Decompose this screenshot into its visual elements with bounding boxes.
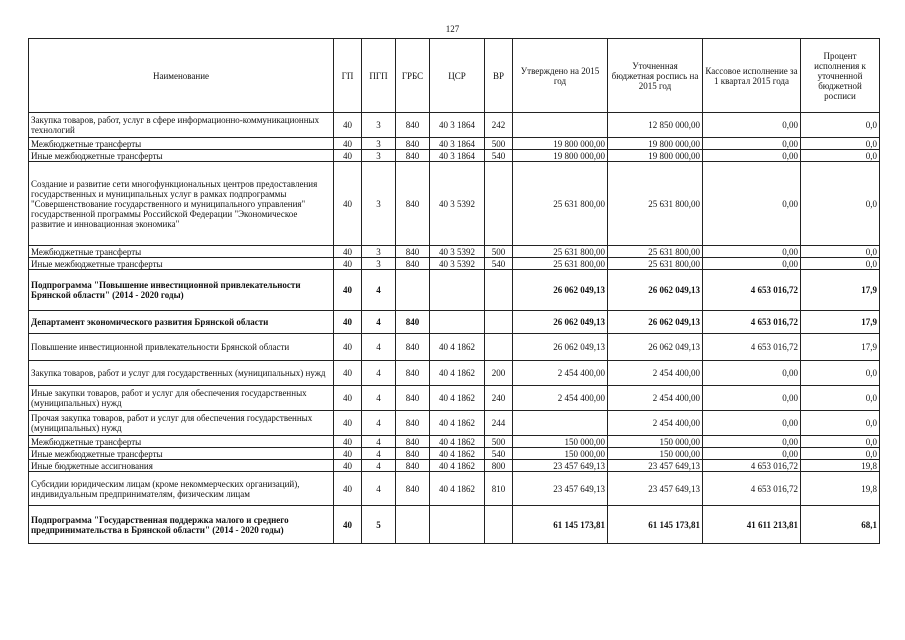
cell-approved: 25 631 800,00 bbox=[513, 246, 608, 258]
header-cash: Кассовое исполнение за 1 квартал 2015 года bbox=[703, 39, 801, 113]
cell-approved: 2 454 400,00 bbox=[513, 386, 608, 411]
cell-vr bbox=[485, 270, 513, 311]
cell-vr: 500 bbox=[485, 436, 513, 448]
header-refined: Уточненная бюджетная роспись на 2015 год bbox=[608, 39, 703, 113]
table-row bbox=[29, 138, 880, 150]
cell-gp: 40 bbox=[334, 258, 362, 270]
cell-grbs: 840 bbox=[396, 436, 430, 448]
cell-gp: 40 bbox=[334, 311, 362, 334]
cell-approved bbox=[513, 411, 608, 436]
cell-grbs: 840 bbox=[396, 258, 430, 270]
cell-name: Иные межбюджетные трансферты bbox=[29, 448, 334, 460]
cell-approved: 25 631 800,00 bbox=[513, 162, 608, 246]
cell-vr: 242 bbox=[485, 113, 513, 138]
cell-gp: 40 bbox=[334, 448, 362, 460]
cell-refined: 61 145 173,81 bbox=[608, 506, 703, 544]
cell-percent: 19,8 bbox=[801, 460, 880, 472]
header-approved: Утверждено на 2015 год bbox=[513, 39, 608, 113]
cell-pgp: 4 bbox=[362, 386, 396, 411]
header-name: Наименование bbox=[29, 39, 334, 113]
cell-vr: 540 bbox=[485, 448, 513, 460]
cell-gp: 40 bbox=[334, 436, 362, 448]
cell-csr: 40 4 1862 bbox=[430, 460, 485, 472]
cell-percent: 0,0 bbox=[801, 386, 880, 411]
cell-name: Субсидии юридическим лицам (кроме некоммерческих организаций), индивидуальным предпринимателям, физическим лицам bbox=[29, 472, 334, 506]
cell-grbs: 840 bbox=[396, 411, 430, 436]
table-row bbox=[29, 150, 880, 162]
cell-pgp: 4 bbox=[362, 436, 396, 448]
cell-refined: 25 631 800,00 bbox=[608, 162, 703, 246]
cell-gp: 40 bbox=[334, 246, 362, 258]
cell-csr: 40 3 5392 bbox=[430, 246, 485, 258]
cell-pgp: 4 bbox=[362, 448, 396, 460]
cell-approved: 19 800 000,00 bbox=[513, 138, 608, 150]
cell-cash: 0,00 bbox=[703, 246, 801, 258]
cell-name: Межбюджетные трансферты bbox=[29, 138, 334, 150]
table-row bbox=[29, 472, 880, 506]
cell-refined: 26 062 049,13 bbox=[608, 270, 703, 311]
table-row bbox=[29, 411, 880, 436]
cell-vr bbox=[485, 334, 513, 361]
cell-refined: 19 800 000,00 bbox=[608, 150, 703, 162]
cell-name: Прочая закупка товаров, работ и услуг для обеспечения государственных (муниципальных) нужд bbox=[29, 411, 334, 436]
cell-percent: 0,0 bbox=[801, 361, 880, 386]
cell-pgp: 3 bbox=[362, 150, 396, 162]
table-row bbox=[29, 162, 880, 246]
cell-gp: 40 bbox=[334, 150, 362, 162]
cell-refined: 150 000,00 bbox=[608, 436, 703, 448]
cell-name: Иные межбюджетные трансферты bbox=[29, 150, 334, 162]
cell-csr: 40 4 1862 bbox=[430, 386, 485, 411]
cell-name: Повышение инвестиционной привлекательности Брянской области bbox=[29, 334, 334, 361]
cell-refined: 2 454 400,00 bbox=[608, 411, 703, 436]
cell-refined: 25 631 800,00 bbox=[608, 246, 703, 258]
table-row bbox=[29, 334, 880, 361]
cell-name: Межбюджетные трансферты bbox=[29, 246, 334, 258]
cell-csr: 40 3 5392 bbox=[430, 258, 485, 270]
cell-cash: 0,00 bbox=[703, 448, 801, 460]
cell-cash: 4 653 016,72 bbox=[703, 270, 801, 311]
cell-name: Иные межбюджетные трансферты bbox=[29, 258, 334, 270]
cell-refined: 2 454 400,00 bbox=[608, 361, 703, 386]
header-csr: ЦСР bbox=[430, 39, 485, 113]
header-grbs: ГРБС bbox=[396, 39, 430, 113]
cell-cash: 0,00 bbox=[703, 386, 801, 411]
cell-approved: 61 145 173,81 bbox=[513, 506, 608, 544]
table-row bbox=[29, 113, 880, 138]
cell-approved: 19 800 000,00 bbox=[513, 150, 608, 162]
cell-grbs: 840 bbox=[396, 113, 430, 138]
cell-cash: 0,00 bbox=[703, 162, 801, 246]
cell-name: Закупка товаров, работ и услуг для государственных (муниципальных) нужд bbox=[29, 361, 334, 386]
cell-cash: 0,00 bbox=[703, 258, 801, 270]
cell-pgp: 4 bbox=[362, 270, 396, 311]
cell-vr: 240 bbox=[485, 386, 513, 411]
cell-refined: 19 800 000,00 bbox=[608, 138, 703, 150]
cell-pgp: 4 bbox=[362, 311, 396, 334]
header-vr: ВР bbox=[485, 39, 513, 113]
cell-pgp: 5 bbox=[362, 506, 396, 544]
cell-percent: 17,9 bbox=[801, 334, 880, 361]
cell-percent: 0,0 bbox=[801, 258, 880, 270]
cell-name: Закупка товаров, работ, услуг в сфере информационно-коммуникационных технологий bbox=[29, 113, 334, 138]
cell-approved: 2 454 400,00 bbox=[513, 361, 608, 386]
cell-csr bbox=[430, 506, 485, 544]
cell-csr: 40 4 1862 bbox=[430, 448, 485, 460]
cell-refined: 12 850 000,00 bbox=[608, 113, 703, 138]
cell-gp: 40 bbox=[334, 506, 362, 544]
cell-refined: 26 062 049,13 bbox=[608, 334, 703, 361]
cell-gp: 40 bbox=[334, 361, 362, 386]
cell-gp: 40 bbox=[334, 113, 362, 138]
cell-grbs: 840 bbox=[396, 334, 430, 361]
cell-vr: 244 bbox=[485, 411, 513, 436]
cell-gp: 40 bbox=[334, 162, 362, 246]
cell-csr bbox=[430, 270, 485, 311]
cell-csr: 40 4 1862 bbox=[430, 361, 485, 386]
cell-csr: 40 4 1862 bbox=[430, 411, 485, 436]
cell-csr: 40 4 1862 bbox=[430, 436, 485, 448]
cell-vr: 500 bbox=[485, 138, 513, 150]
cell-vr: 800 bbox=[485, 460, 513, 472]
cell-percent: 17,9 bbox=[801, 270, 880, 311]
cell-percent: 0,0 bbox=[801, 150, 880, 162]
cell-csr: 40 4 1862 bbox=[430, 472, 485, 506]
cell-csr: 40 3 1864 bbox=[430, 113, 485, 138]
cell-pgp: 3 bbox=[362, 246, 396, 258]
cell-cash: 4 653 016,72 bbox=[703, 472, 801, 506]
cell-vr: 200 bbox=[485, 361, 513, 386]
cell-vr bbox=[485, 506, 513, 544]
cell-grbs: 840 bbox=[396, 448, 430, 460]
cell-grbs: 840 bbox=[396, 472, 430, 506]
cell-percent: 0,0 bbox=[801, 448, 880, 460]
cell-percent: 0,0 bbox=[801, 246, 880, 258]
cell-percent: 0,0 bbox=[801, 411, 880, 436]
cell-gp: 40 bbox=[334, 270, 362, 311]
cell-cash: 4 653 016,72 bbox=[703, 334, 801, 361]
page-number: 127 bbox=[445, 24, 460, 34]
cell-cash: 4 653 016,72 bbox=[703, 311, 801, 334]
cell-gp: 40 bbox=[334, 334, 362, 361]
cell-percent: 0,0 bbox=[801, 138, 880, 150]
cell-percent: 0,0 bbox=[801, 162, 880, 246]
cell-gp: 40 bbox=[334, 386, 362, 411]
cell-pgp: 3 bbox=[362, 138, 396, 150]
cell-percent: 68,1 bbox=[801, 506, 880, 544]
cell-vr bbox=[485, 311, 513, 334]
cell-csr: 40 3 5392 bbox=[430, 162, 485, 246]
table-row bbox=[29, 386, 880, 411]
cell-cash: 0,00 bbox=[703, 150, 801, 162]
cell-approved: 25 631 800,00 bbox=[513, 258, 608, 270]
cell-approved: 26 062 049,13 bbox=[513, 270, 608, 311]
cell-cash: 41 611 213,81 bbox=[703, 506, 801, 544]
cell-cash: 0,00 bbox=[703, 138, 801, 150]
cell-cash: 0,00 bbox=[703, 361, 801, 386]
cell-pgp: 4 bbox=[362, 460, 396, 472]
cell-grbs: 840 bbox=[396, 386, 430, 411]
cell-vr: 810 bbox=[485, 472, 513, 506]
cell-gp: 40 bbox=[334, 138, 362, 150]
cell-name: Подпрограмма "Повышение инвестиционной привлекательности Брянской области" (2014 - 2020 годы) bbox=[29, 270, 334, 311]
cell-refined: 26 062 049,13 bbox=[608, 311, 703, 334]
table-row bbox=[29, 436, 880, 448]
cell-csr: 40 3 1864 bbox=[430, 150, 485, 162]
cell-name: Иные бюджетные ассигнования bbox=[29, 460, 334, 472]
cell-approved: 150 000,00 bbox=[513, 448, 608, 460]
cell-name: Создание и развитие сети многофункциональных центров предоставления государственных и муниципальных услуг в рамках подпрограммы "Совершенствование государственного и муниципального управления" государственной программы Российской Федерации "Экономическое развитие и инновационная экономика" bbox=[29, 162, 334, 246]
cell-name: Департамент экономического развития Брянской области bbox=[29, 311, 334, 334]
cell-vr: 500 bbox=[485, 246, 513, 258]
cell-percent: 0,0 bbox=[801, 113, 880, 138]
cell-gp: 40 bbox=[334, 472, 362, 506]
table-row bbox=[29, 506, 880, 544]
cell-name: Межбюджетные трансферты bbox=[29, 436, 334, 448]
cell-grbs: 840 bbox=[396, 246, 430, 258]
cell-refined: 150 000,00 bbox=[608, 448, 703, 460]
budget-table bbox=[28, 38, 880, 544]
cell-percent: 17,9 bbox=[801, 311, 880, 334]
cell-refined: 25 631 800,00 bbox=[608, 258, 703, 270]
cell-grbs: 840 bbox=[396, 311, 430, 334]
cell-cash: 0,00 bbox=[703, 411, 801, 436]
cell-csr: 40 4 1862 bbox=[430, 334, 485, 361]
cell-approved: 23 457 649,13 bbox=[513, 472, 608, 506]
cell-csr: 40 3 1864 bbox=[430, 138, 485, 150]
cell-vr: 540 bbox=[485, 258, 513, 270]
cell-approved bbox=[513, 113, 608, 138]
table-row bbox=[29, 246, 880, 258]
cell-pgp: 4 bbox=[362, 334, 396, 361]
cell-grbs: 840 bbox=[396, 138, 430, 150]
table-row bbox=[29, 311, 880, 334]
cell-grbs: 840 bbox=[396, 460, 430, 472]
cell-name: Подпрограмма "Государственная поддержка малого и среднего предпринимательства в Брянской области" (2014 - 2020 годы) bbox=[29, 506, 334, 544]
table-body bbox=[29, 113, 880, 544]
cell-refined: 2 454 400,00 bbox=[608, 386, 703, 411]
cell-approved: 150 000,00 bbox=[513, 436, 608, 448]
cell-percent: 0,0 bbox=[801, 436, 880, 448]
header-percent: Процент исполнения к уточненной бюджетной росписи bbox=[801, 39, 880, 113]
table-row bbox=[29, 448, 880, 460]
cell-cash: 4 653 016,72 bbox=[703, 460, 801, 472]
cell-cash: 0,00 bbox=[703, 113, 801, 138]
cell-csr bbox=[430, 311, 485, 334]
table-row bbox=[29, 361, 880, 386]
cell-cash: 0,00 bbox=[703, 436, 801, 448]
cell-grbs bbox=[396, 270, 430, 311]
cell-grbs: 840 bbox=[396, 150, 430, 162]
cell-grbs: 840 bbox=[396, 162, 430, 246]
cell-pgp: 3 bbox=[362, 258, 396, 270]
table-row bbox=[29, 258, 880, 270]
cell-vr: 540 bbox=[485, 150, 513, 162]
header-gp: ГП bbox=[334, 39, 362, 113]
cell-refined: 23 457 649,13 bbox=[608, 472, 703, 506]
table-row bbox=[29, 270, 880, 311]
header-row bbox=[29, 39, 880, 113]
cell-pgp: 4 bbox=[362, 361, 396, 386]
cell-percent: 19,8 bbox=[801, 472, 880, 506]
cell-gp: 40 bbox=[334, 411, 362, 436]
cell-grbs: 840 bbox=[396, 361, 430, 386]
cell-gp: 40 bbox=[334, 460, 362, 472]
cell-grbs bbox=[396, 506, 430, 544]
cell-vr bbox=[485, 162, 513, 246]
cell-approved: 23 457 649,13 bbox=[513, 460, 608, 472]
cell-name: Иные закупки товаров, работ и услуг для обеспечения государственных (муниципальных) нужд bbox=[29, 386, 334, 411]
header-pgp: ПГП bbox=[362, 39, 396, 113]
cell-pgp: 4 bbox=[362, 411, 396, 436]
cell-pgp: 4 bbox=[362, 472, 396, 506]
table-row bbox=[29, 460, 880, 472]
cell-approved: 26 062 049,13 bbox=[513, 311, 608, 334]
cell-pgp: 3 bbox=[362, 113, 396, 138]
cell-pgp: 3 bbox=[362, 162, 396, 246]
cell-refined: 23 457 649,13 bbox=[608, 460, 703, 472]
cell-approved: 26 062 049,13 bbox=[513, 334, 608, 361]
